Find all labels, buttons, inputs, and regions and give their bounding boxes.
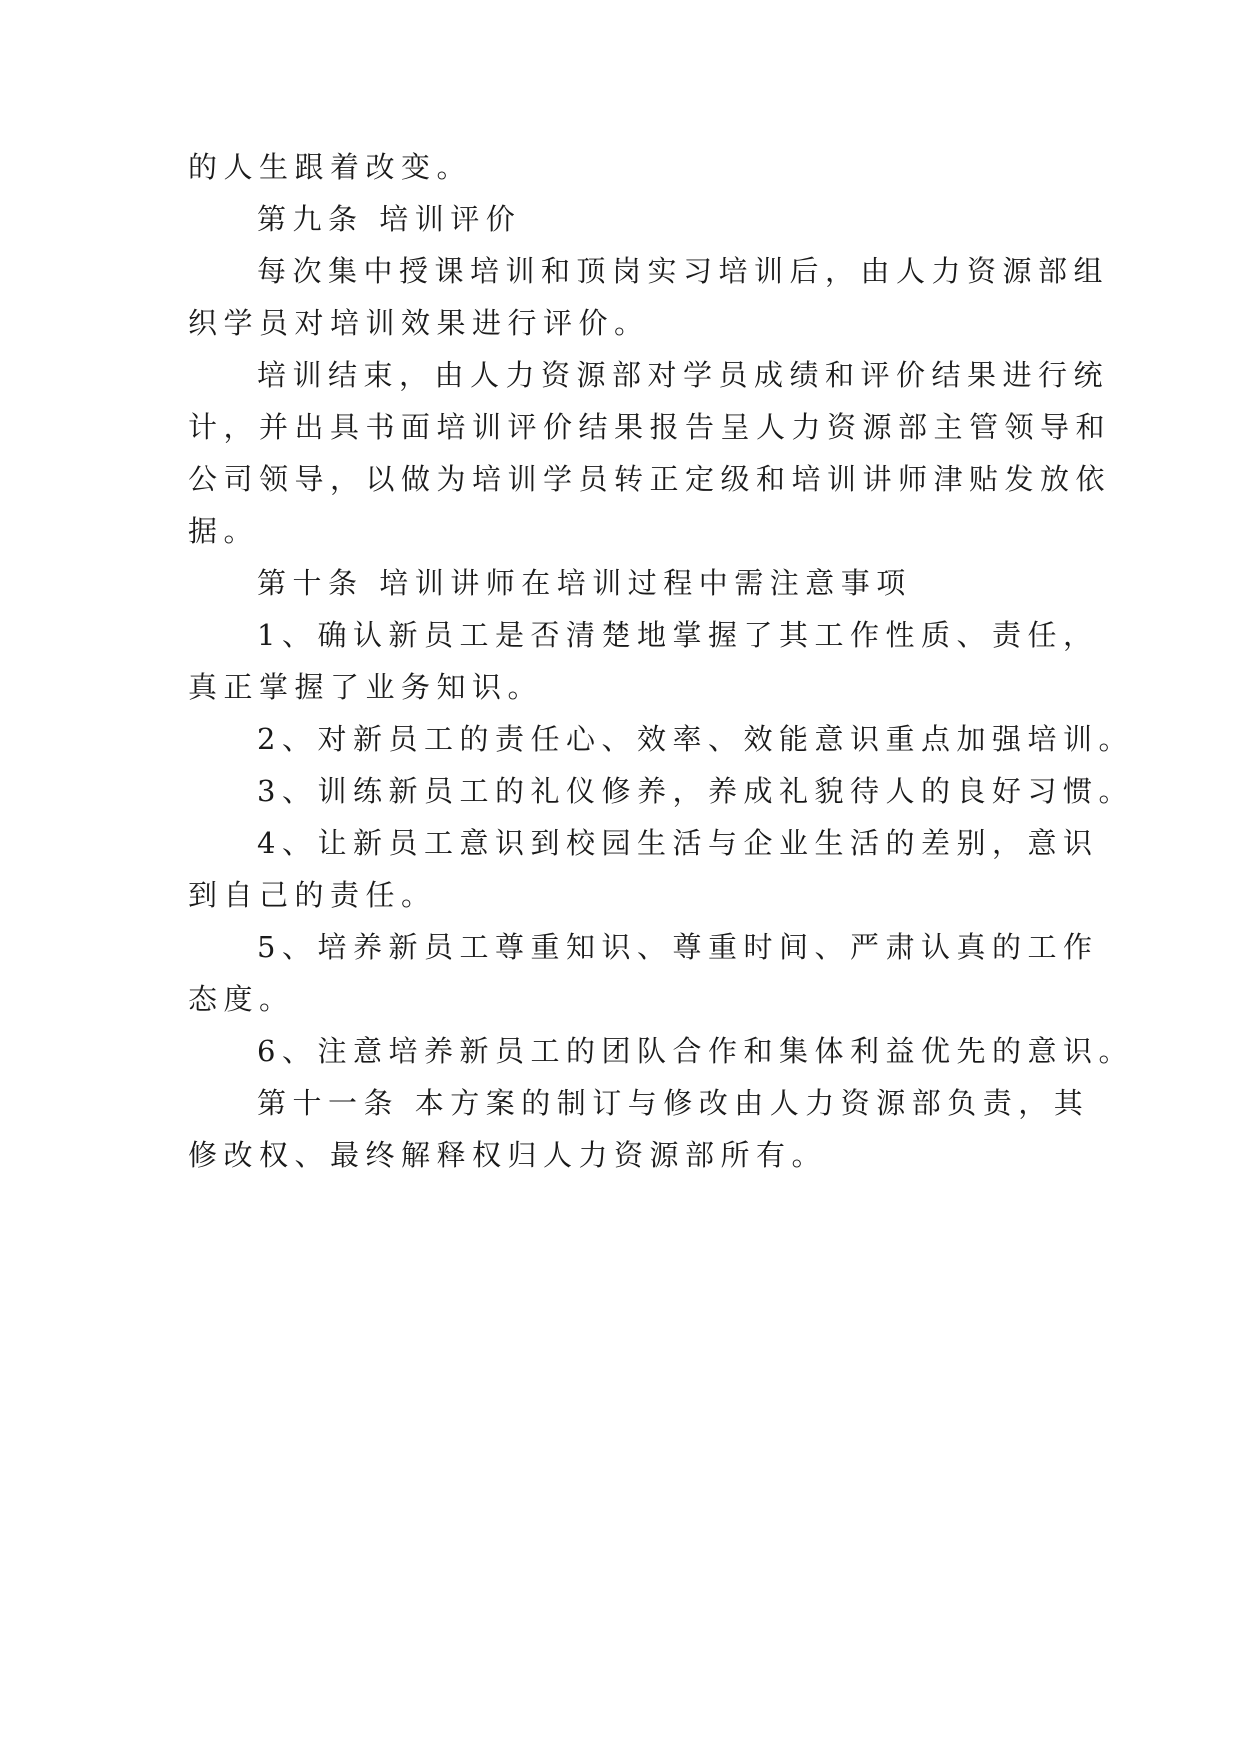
section-heading: 第九条 培训评价	[257, 202, 522, 236]
text-line: 公司领导，以做为培训学员转正定级和培训讲师津贴发放依	[188, 462, 1112, 496]
list-item: 6、注意培养新员工的团队合作和集体利益优先的意识。	[257, 1034, 1134, 1068]
text-line: 态度。	[188, 982, 295, 1016]
text-line: 据。	[188, 514, 260, 548]
list-item: 3、训练新员工的礼仪修养，养成礼貌待人的良好习惯。	[257, 774, 1134, 808]
text-line: 培训结束，由人力资源部对学员成绩和评价结果进行统	[257, 358, 1110, 392]
text-line: 修改权、最终解释权归人力资源部所有。	[188, 1138, 828, 1172]
text-line: 织学员对培训效果进行评价。	[188, 306, 650, 340]
list-item: 1、确认新员工是否清楚地掌握了其工作性质、责任，	[257, 618, 1099, 652]
text-line: 每次集中授课培训和顶岗实习培训后，由人力资源部组	[257, 254, 1110, 288]
text-line: 计，并出具书面培训评价结果报告呈人力资源部主管领导和	[188, 410, 1112, 444]
text-line: 到自己的责任。	[188, 878, 437, 912]
text-line: 真正掌握了业务知识。	[188, 670, 544, 704]
text-line: 的人生跟着改变。	[188, 150, 473, 184]
list-item: 4、让新员工意识到校园生活与企业生活的差别，意识	[257, 826, 1099, 860]
list-item: 2、对新员工的责任心、效率、效能意识重点加强培训。	[257, 722, 1134, 756]
section-heading: 第十一条 本方案的制订与修改由人力资源部负责，其	[257, 1086, 1090, 1120]
list-item: 5、培养新员工尊重知识、尊重时间、严肃认真的工作	[257, 930, 1099, 964]
section-heading: 第十条 培训讲师在培训过程中需注意事项	[257, 566, 912, 600]
